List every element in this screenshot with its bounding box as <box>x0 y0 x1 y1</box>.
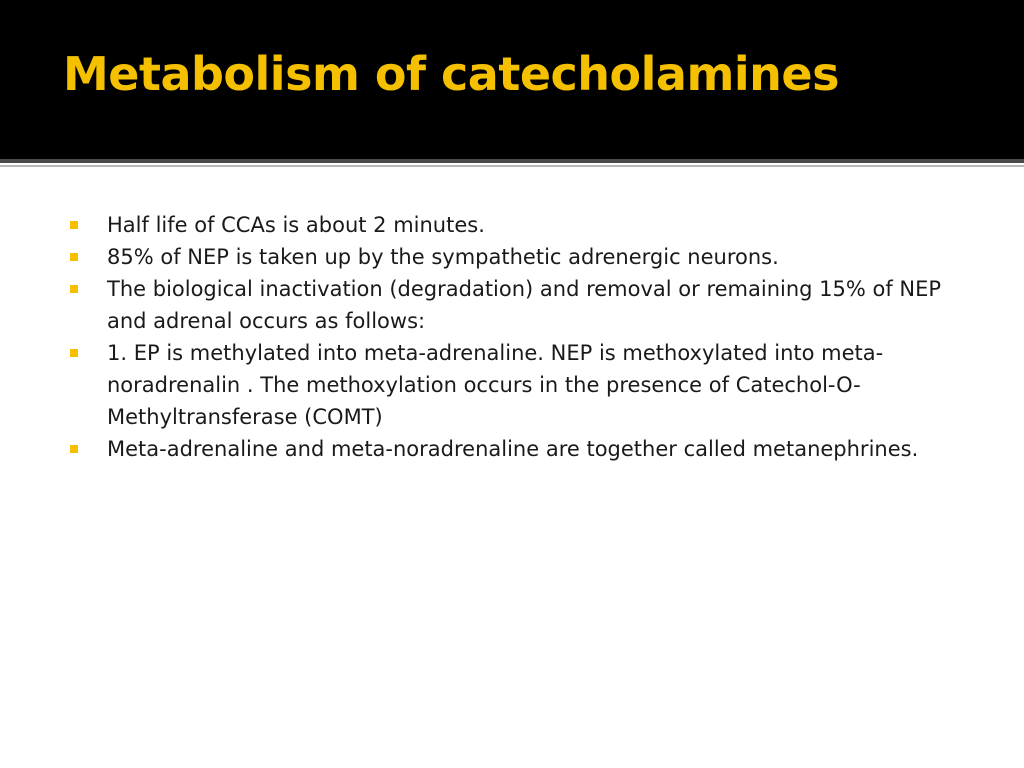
bullet-item-methylation <box>70 337 950 433</box>
square-bullet-icon <box>70 349 78 357</box>
bullet-item-metanephrines <box>70 433 950 465</box>
bullet-text: 85% of NEP is taken up by the sympathetic adrenergic neurons. <box>107 245 779 269</box>
square-bullet-icon <box>70 221 78 229</box>
title-divider-dark <box>0 159 1024 163</box>
square-bullet-icon <box>70 445 78 453</box>
bullet-text: The biological inactivation (degradation) and removal or remaining 15% of NEP and adrenal occurs as follows: <box>107 277 942 333</box>
bullet-text: 1. EP is methylated into meta-adrenaline. NEP is methoxylated into meta-noradrenalin . The methoxylation occurs in the presence of Catechol-O-Methyltransferase (COMT) <box>107 341 884 429</box>
bullet-item-inactivation <box>70 273 950 337</box>
bullet-text: Half life of CCAs is about 2 minutes. <box>107 213 485 237</box>
bullet-item-half-life <box>70 209 950 241</box>
bullet-item-nep-uptake <box>70 241 950 273</box>
bullet-list <box>70 209 950 465</box>
square-bullet-icon <box>70 253 78 261</box>
bullet-text: Meta-adrenaline and meta-noradrenaline are together called metanephrines. <box>107 437 919 461</box>
title-divider-light <box>0 165 1024 167</box>
slide-title: Metabolism of catecholamines <box>63 47 839 101</box>
square-bullet-icon <box>70 285 78 293</box>
title-band <box>0 0 1024 159</box>
